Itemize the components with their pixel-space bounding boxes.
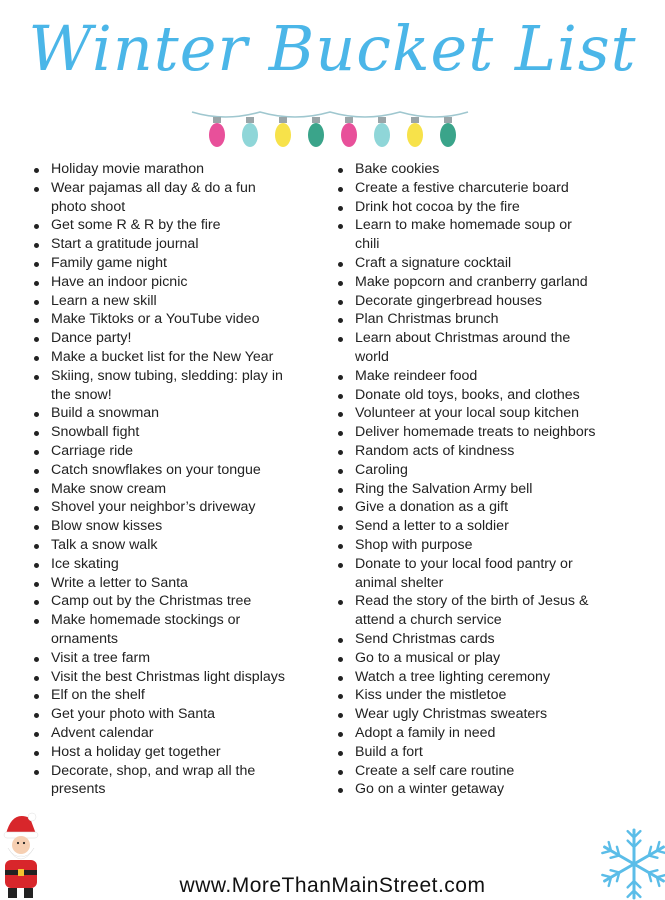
bucket-list-left-item: Shovel your neighbor’s driveway (34, 498, 294, 517)
bucket-list-right-item: Donate old toys, books, and clothes (338, 386, 600, 405)
bucket-list-left-item: Wear pajamas all day & do a fun photo shoot (34, 179, 294, 217)
bucket-list-right-item: Plan Christmas brunch (338, 310, 600, 329)
bucket-list-left (34, 160, 294, 799)
bucket-list-right-item: Create a festive charcuterie board (338, 179, 600, 198)
light-bulb-icon (275, 117, 291, 147)
bucket-list-right-item: Make reindeer food (338, 367, 600, 386)
bucket-list-left-item: Learn a new skill (34, 292, 294, 311)
light-bulb-icon (407, 117, 423, 147)
light-bulb-icon (341, 117, 357, 147)
bucket-list-right-item: Shop with purpose (338, 536, 600, 555)
light-bulb-icon (374, 117, 390, 147)
bucket-list-left-item: Get some R & R by the fire (34, 216, 294, 235)
bucket-list-right-item: Learn about Christmas around the world (338, 329, 600, 367)
bucket-list-right-item: Decorate gingerbread houses (338, 292, 600, 311)
light-bulb-icon (242, 117, 258, 147)
bucket-list-right-item: Watch a tree lighting ceremony (338, 668, 600, 687)
bucket-list-right-item: Ring the Salvation Army bell (338, 480, 600, 499)
bucket-list-right-item: Go on a winter getaway (338, 780, 600, 799)
bucket-list-right-item: Volunteer at your local soup kitchen (338, 404, 600, 423)
bucket-list-left-item: Decorate, shop, and wrap all the presents (34, 762, 294, 800)
website-url: www.MoreThanMainStreet.com (179, 874, 486, 897)
bucket-list-right-item: Create a self care routine (338, 762, 600, 781)
bucket-list-left-item: Make snow cream (34, 480, 294, 499)
bucket-list-right-item: Deliver homemade treats to neighbors (338, 423, 600, 442)
bucket-list-right-item: Craft a signature cocktail (338, 254, 600, 273)
bucket-list-left-item: Carriage ride (34, 442, 294, 461)
bucket-list-right-item: Bake cookies (338, 160, 600, 179)
bucket-list-left-item: Ice skating (34, 555, 294, 574)
bucket-list-left-item: Holiday movie marathon (34, 160, 294, 179)
bucket-list-left-item: Get your photo with Santa (34, 705, 294, 724)
bucket-list-right-item: Adopt a family in need (338, 724, 600, 743)
bucket-list-left-item: Build a snowman (34, 404, 294, 423)
page-title: Winter Bucket List (28, 12, 637, 85)
bucket-list-left-item: Catch snowflakes on your tongue (34, 461, 294, 480)
bucket-list-left-item: Visit a tree farm (34, 649, 294, 668)
bucket-list-left-item: Camp out by the Christmas tree (34, 592, 294, 611)
bucket-list-right-item: Make popcorn and cranberry garland (338, 273, 600, 292)
bucket-list-left-item: Skiing, snow tubing, sledding: play in the snow! (34, 367, 294, 405)
bucket-list-right-item: Random acts of kindness (338, 442, 600, 461)
bucket-list-left-item: Have an indoor picnic (34, 273, 294, 292)
bucket-list-left-item: Make a bucket list for the New Year (34, 348, 294, 367)
bucket-list-right-item: Caroling (338, 461, 600, 480)
string-lights-icon (190, 106, 470, 154)
bucket-list-right-item: Build a fort (338, 743, 600, 762)
bucket-list-left-item: Host a holiday get together (34, 743, 294, 762)
bucket-list-right-item: Wear ugly Christmas sweaters (338, 705, 600, 724)
light-bulb-icon (440, 117, 456, 147)
bucket-list-left-item: Elf on the shelf (34, 686, 294, 705)
bucket-list-right-item: Send Christmas cards (338, 630, 600, 649)
bucket-list-left-item: Snowball fight (34, 423, 294, 442)
bucket-list-left-item: Write a letter to Santa (34, 574, 294, 593)
bucket-list-left-item: Advent calendar (34, 724, 294, 743)
bucket-list-left-item: Dance party! (34, 329, 294, 348)
bucket-list-right-item: Read the story of the birth of Jesus & attend a church service (338, 592, 600, 630)
bucket-list-right-item: Drink hot cocoa by the fire (338, 198, 600, 217)
bucket-list-right-item: Send a letter to a soldier (338, 517, 600, 536)
bucket-list-right-item: Donate to your local food pantry or animal shelter (338, 555, 600, 593)
bucket-list-right-item: Go to a musical or play (338, 649, 600, 668)
bucket-list-left-item: Blow snow kisses (34, 517, 294, 536)
bucket-list-left-item: Make Tiktoks or a YouTube video (34, 310, 294, 329)
bucket-list-left-item: Family game night (34, 254, 294, 273)
light-bulb-icon (308, 117, 324, 147)
bucket-list-left-item: Talk a snow walk (34, 536, 294, 555)
bucket-list-left-item: Start a gratitude journal (34, 235, 294, 254)
bucket-list-right-item: Kiss under the mistletoe (338, 686, 600, 705)
bucket-list-right (338, 160, 600, 799)
light-bulb-icon (209, 117, 225, 147)
bucket-list-right-item: Learn to make homemade soup or chili (338, 216, 600, 254)
bucket-list-left-item: Make homemade stockings or ornaments (34, 611, 294, 649)
bucket-list-left-item: Visit the best Christmas light displays (34, 668, 294, 687)
bucket-list-right-item: Give a donation as a gift (338, 498, 600, 517)
